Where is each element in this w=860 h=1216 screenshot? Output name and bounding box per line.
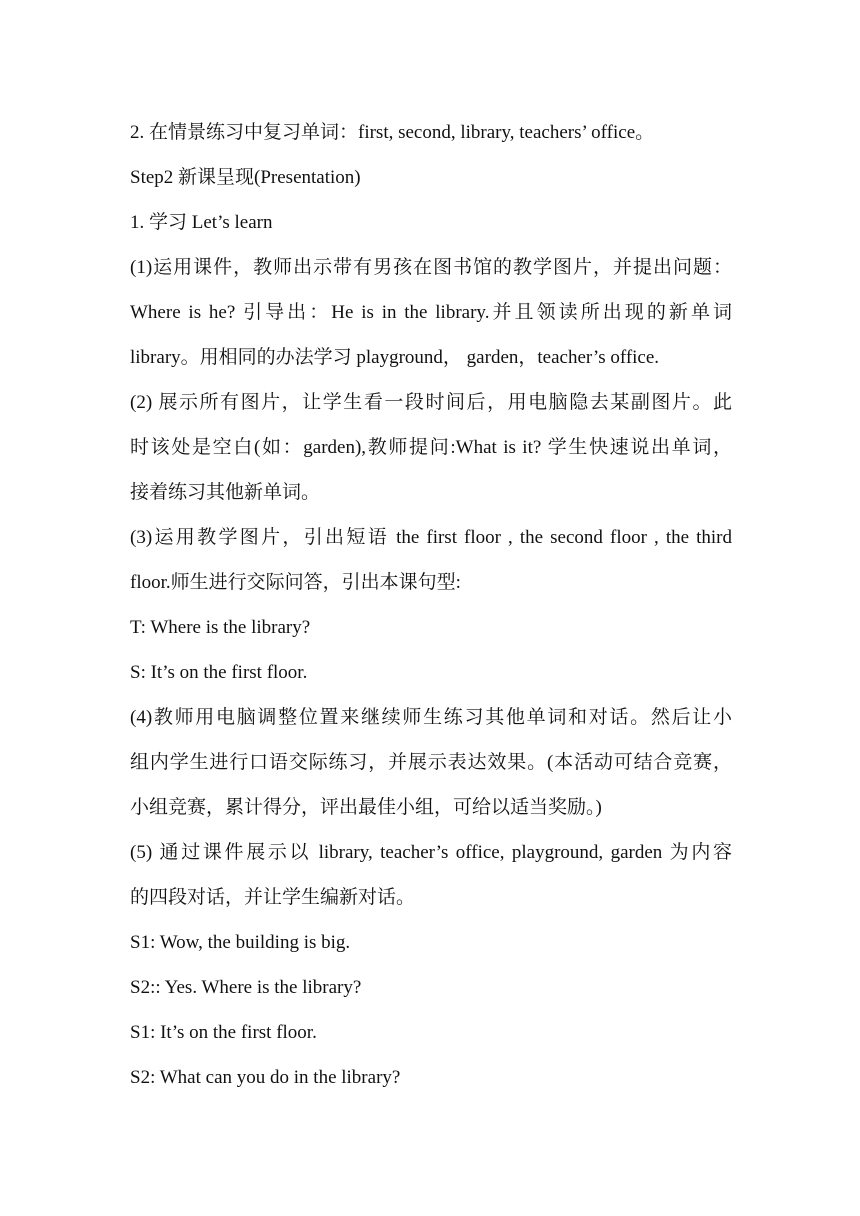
section-heading: Step2 新课呈现(Presentation) bbox=[130, 167, 361, 188]
dialogue-line: S1: It’s on the first floor. bbox=[130, 1022, 317, 1043]
subsection-heading: 1. 学习 Let’s learn bbox=[130, 212, 273, 233]
text-line: 组内学生进行口语交际练习，并展示表达效果。(本活动可结合竞赛， bbox=[130, 752, 732, 773]
text-line: (4)教师用电脑调整位置来继续师生练习其他单词和对话。然后让小 bbox=[130, 707, 732, 728]
text-line: 小组竞赛，累计得分，评出最佳小组，可给以适当奖励。) bbox=[130, 797, 602, 818]
text-line: 的四段对话，并让学生编新对话。 bbox=[130, 887, 416, 908]
text-line: (5) 通过课件展示以 library, teacher’s office, playground, garden 为内容 bbox=[130, 842, 732, 863]
text-line: 接着练习其他新单词。 bbox=[130, 482, 321, 503]
text-line: 时该处是空白(如：garden),教师提问:What is it? 学生快速说出单词， bbox=[130, 437, 732, 458]
dialogue-line: S: It’s on the first floor. bbox=[130, 662, 308, 683]
document-body bbox=[130, 110, 732, 1100]
dialogue-line: S1: Wow, the building is big. bbox=[130, 932, 351, 953]
text-line: (1)运用课件，教师出示带有男孩在图书馆的教学图片，并提出问题： bbox=[130, 257, 732, 278]
text-line: 2. 在情景练习中复习单词：first, second, library, teachers’ office。 bbox=[130, 122, 655, 143]
text-line: library。用相同的办法学习 playground， garden，teacher’s office. bbox=[130, 347, 660, 368]
text-line: (2) 展示所有图片，让学生看一段时间后，用电脑隐去某副图片。此 bbox=[130, 392, 732, 413]
dialogue-line: S2:: Yes. Where is the library? bbox=[130, 977, 362, 998]
text-line: (3)运用教学图片，引出短语 the first floor , the second floor , the third bbox=[130, 527, 732, 548]
text-line: Where is he? 引导出：He is in the library.并且领读所出现的新单词 bbox=[130, 302, 732, 323]
dialogue-line: T: Where is the library? bbox=[130, 617, 311, 638]
dialogue-line: S2: What can you do in the library? bbox=[130, 1067, 401, 1088]
text-line: floor.师生进行交际问答，引出本课句型: bbox=[130, 572, 461, 593]
